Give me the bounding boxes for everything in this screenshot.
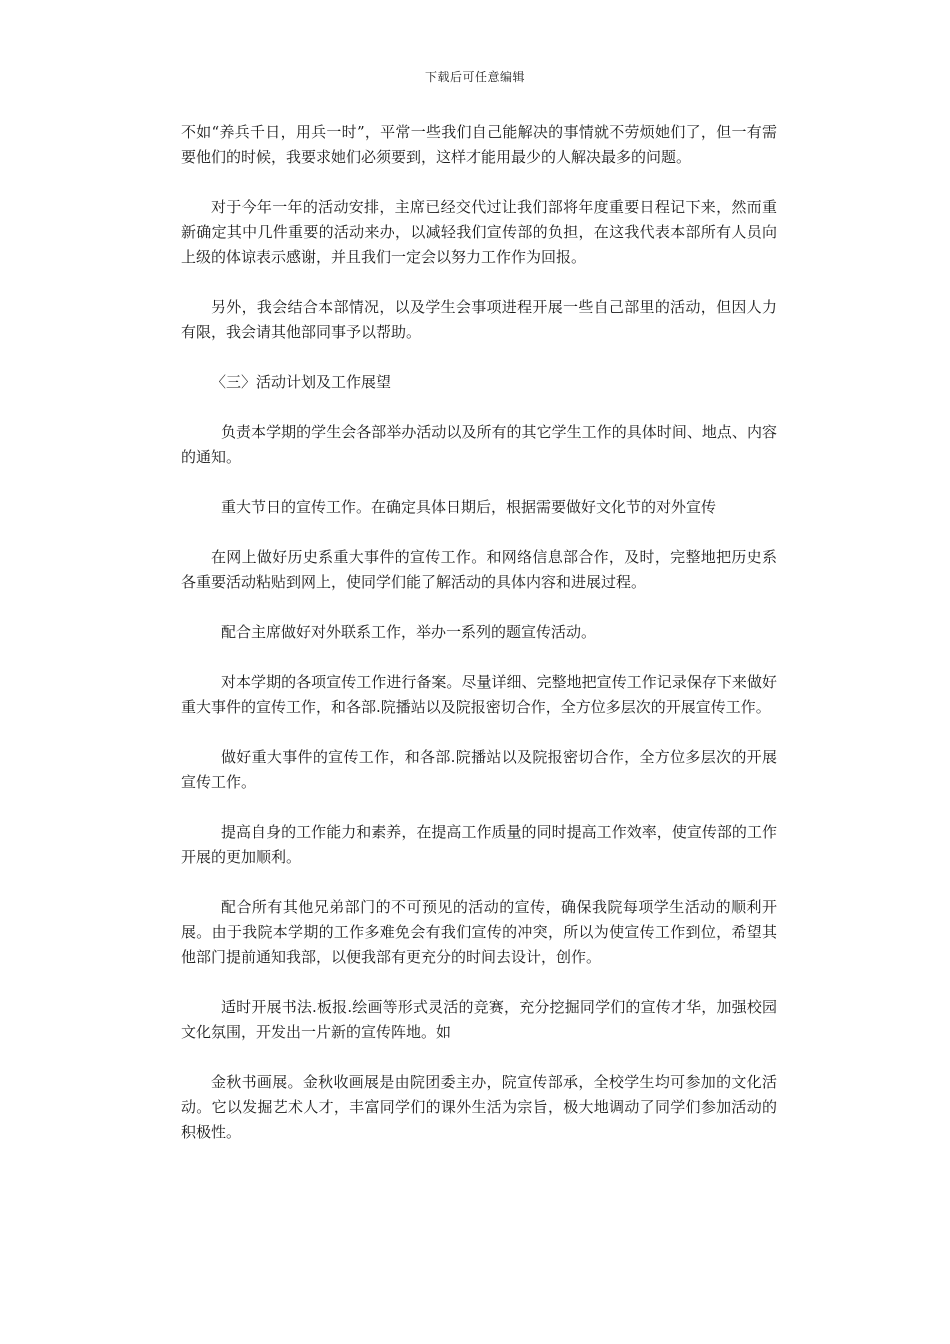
paragraph-activity-arrangement: 对于今年一年的活动安排，主席已经交代过让我们部将年度重要日程记下来，然而重新确定其中几件重要的活动来办，以减轻我们宣传部的负担，在这我代表本部所有人员向上级的体谅表示感谢，并且我们一定会以努力工作作为回报。 <box>181 198 777 266</box>
paragraph-external-liaison: 配合主席做好对外联系工作，举办一系列的题宣传活动。 <box>221 623 597 641</box>
paragraph-record-keeping: 对本学期的各项宣传工作进行备案。尽量详细、完整地把宣传工作记录保存下来做好重大事件的宣传工作，和各部.院播站以及院报密切合作，全方位多层次的开展宣传工作。 <box>181 673 777 716</box>
page-header-note: 下载后可任意编辑 <box>424 70 525 84</box>
paragraph-cooperation: 配合所有其他兄弟部门的不可预见的活动的宣传，确保我院每项学生活动的顺利开展。由于我院本学期的工作多难免会有我们宣传的冲突，所以为使宣传工作到位，希望其他部门提前通知我部，以便我部有更充分的时间去设计，创作。 <box>181 898 777 966</box>
section-heading: 〈三〉活动计划及工作展望 <box>211 373 392 391</box>
paragraph-competitions: 适时开展书法.板报.绘画等形式灵活的竞赛，充分挖掘同学们的宣传才华，加强校园文化氛围，开发出一片新的宣传阵地。如 <box>181 998 777 1041</box>
paragraph-major-events: 做好重大事件的宣传工作，和各部.院播站以及院报密切合作，全方位多层次的开展宣传工作。 <box>181 748 777 791</box>
paragraph-autumn-exhibition: 金秋书画展。金秋收画展是由院团委主办，院宣传部承，全校学生均可参加的文化活动。它以发掘艺术人才，丰富同学们的课外生活为宗旨，极大地调动了同学们参加活动的积极性。 <box>181 1073 777 1141</box>
paragraph-department-activities: 另外，我会结合本部情况，以及学生会事项进程开展一些自己部里的活动，但因人力有限，我会请其他部同事予以帮助。 <box>181 298 777 341</box>
paragraph-notifications: 负责本学期的学生会各部举办活动以及所有的其它学生工作的具体时间、地点、内容的通知。 <box>181 423 777 466</box>
paragraph-continuation: 不如“养兵千日，用兵一时”，平常一些我们自己能解决的事情就不劳烦她们了，但一有需要他们的时候，我要求她们必须要到，这样才能用最少的人解决最多的问题。 <box>181 123 777 166</box>
paragraph-online-publicity: 在网上做好历史系重大事件的宣传工作。和网络信息部合作，及时，完整地把历史系各重要活动粘贴到网上，使同学们能了解活动的具体内容和进展过程。 <box>181 548 777 591</box>
paragraph-self-improvement: 提高自身的工作能力和素养，在提高工作质量的同时提高工作效率，使宣传部的工作开展的更加顺利。 <box>181 823 777 866</box>
paragraph-festival-publicity: 重大节日的宣传工作。在确定具体日期后，根据需要做好文化节的对外宣传 <box>221 498 717 516</box>
document-body <box>181 120 777 1145</box>
